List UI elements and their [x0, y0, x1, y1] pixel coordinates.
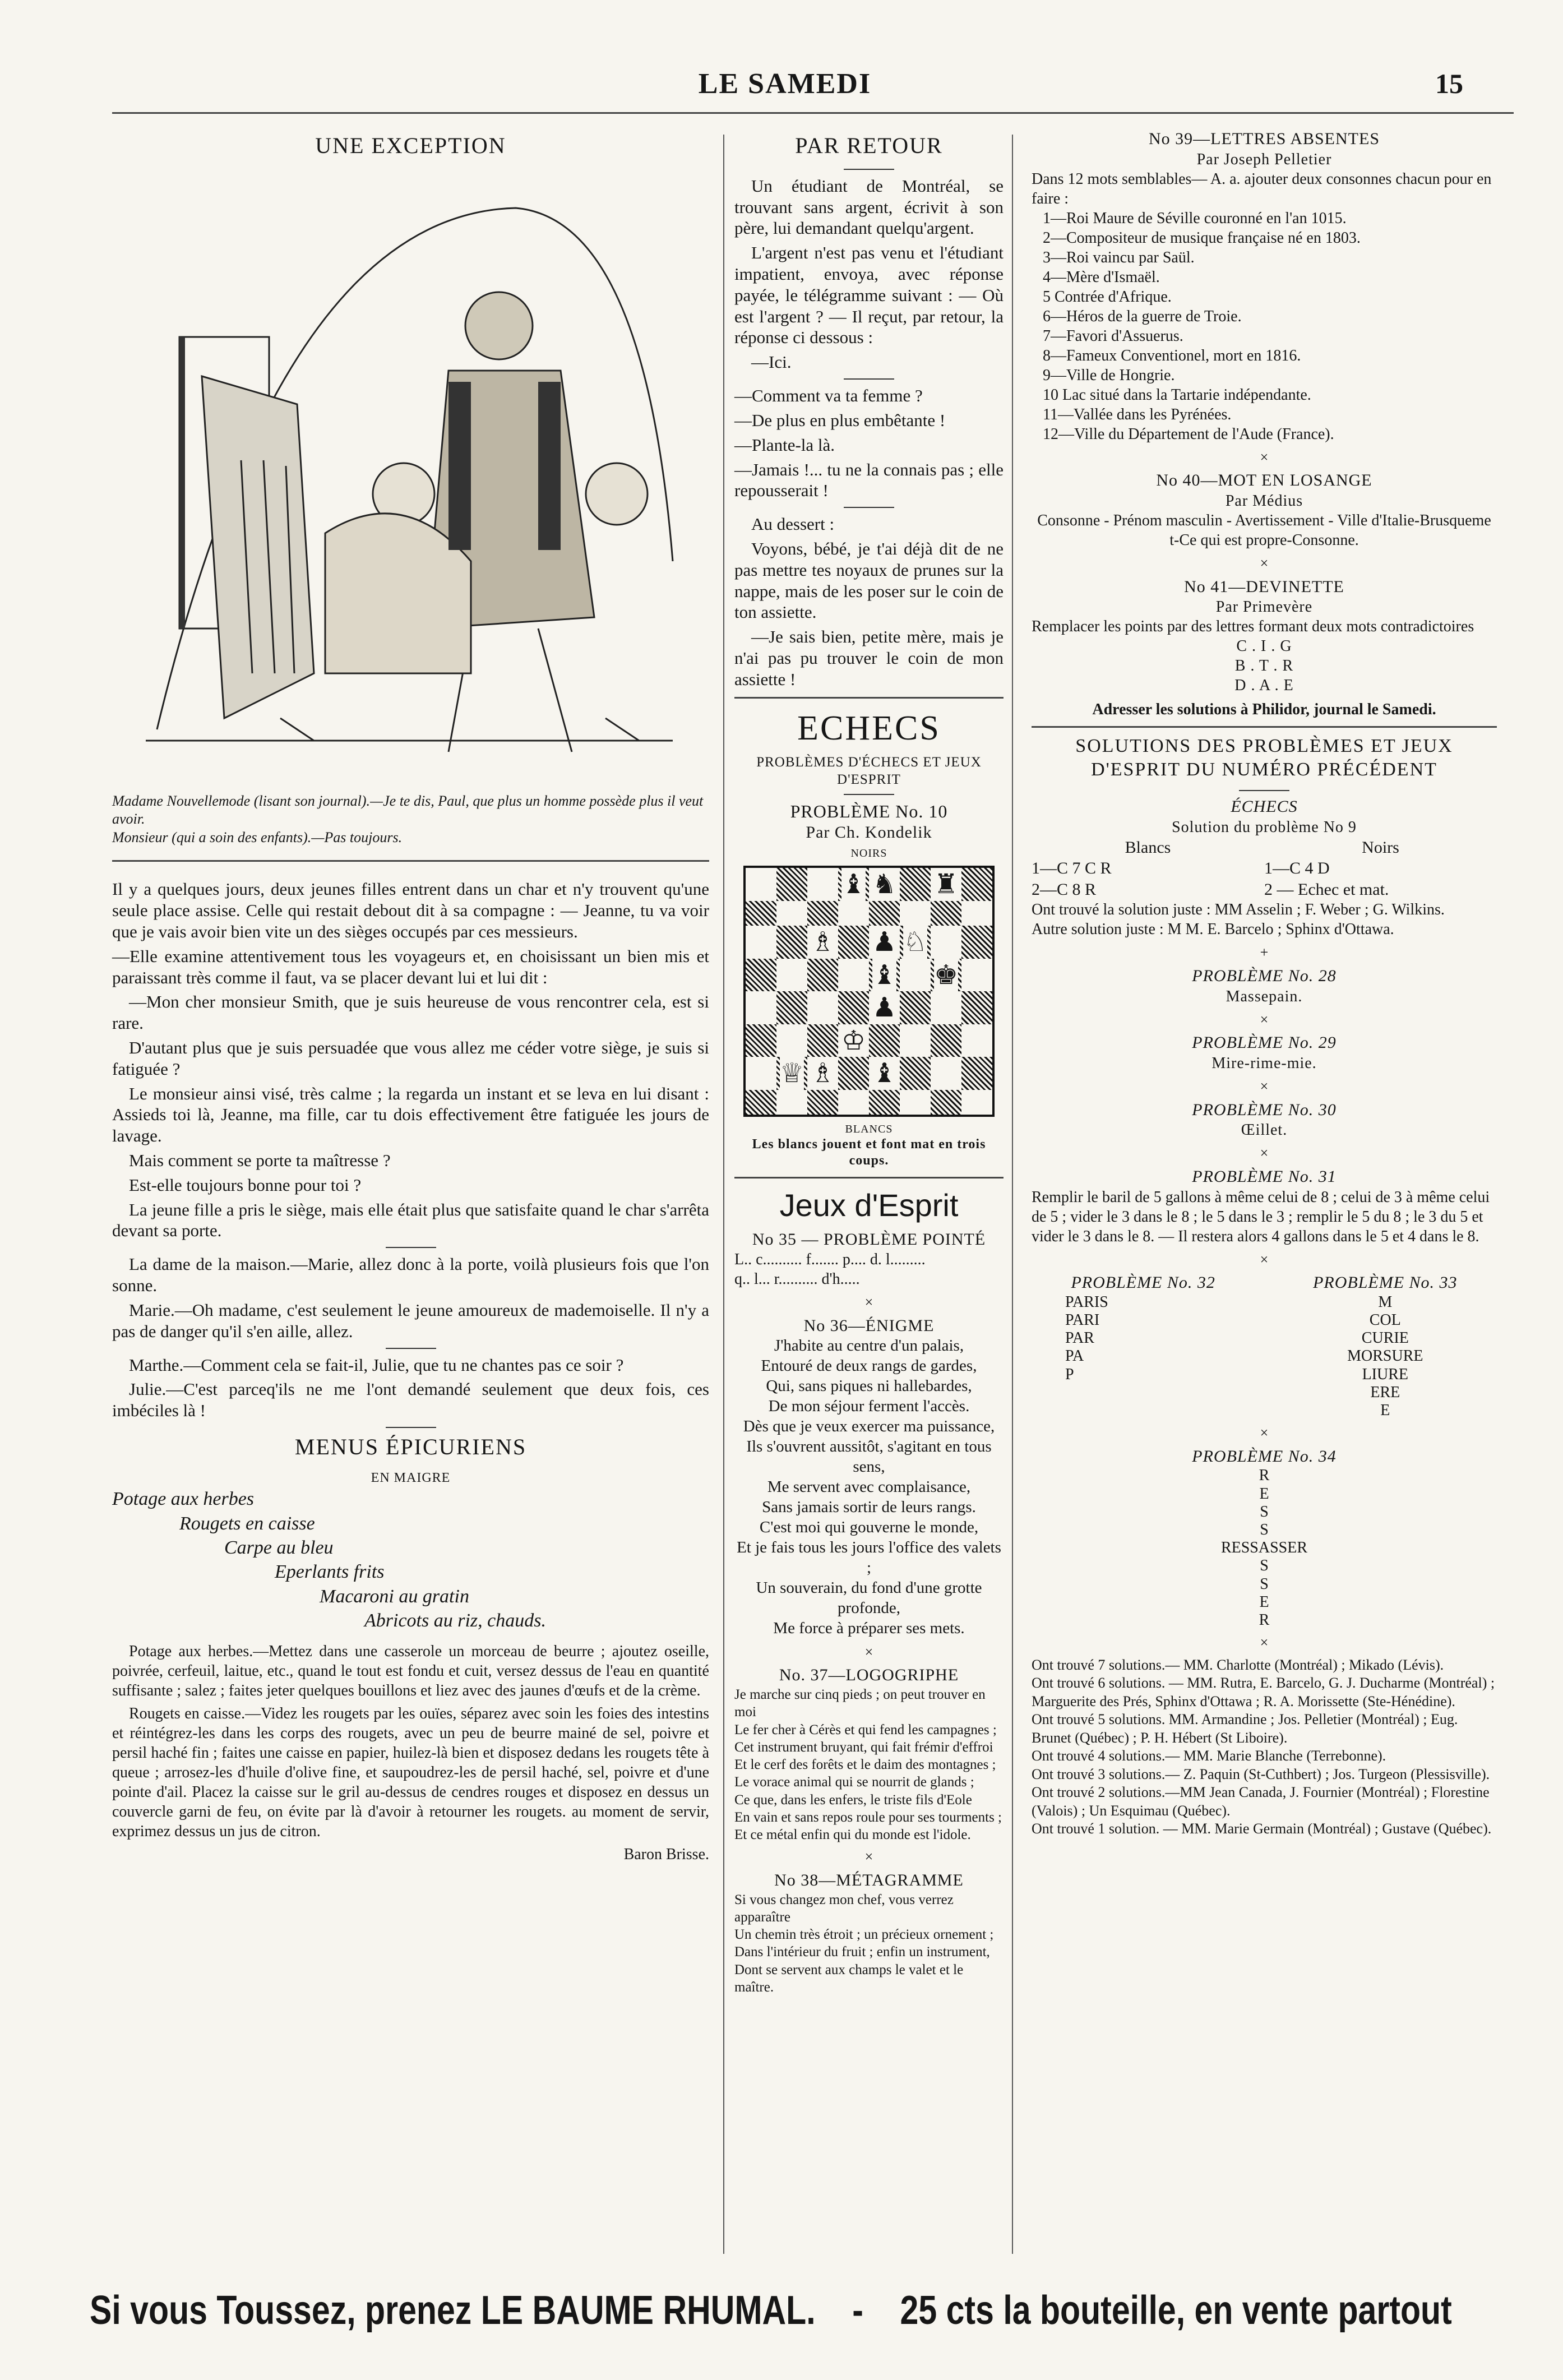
- chess-square: [807, 901, 838, 926]
- retour-paragraph: —Ici.: [751, 352, 792, 372]
- chess-square: [931, 1057, 961, 1090]
- word-line: LIURE: [1362, 1365, 1409, 1383]
- story-paragraph: Est-elle toujours bonne pour toi ?: [129, 1175, 362, 1195]
- verse-line: Sans jamais sortir de leurs rangs.: [762, 1498, 976, 1517]
- story-block: [112, 879, 709, 1241]
- menu-item: Abricots au riz, chauds.: [364, 1610, 546, 1632]
- sol-move: 1—C 7 C R: [1032, 859, 1112, 878]
- column-right: [1032, 129, 1497, 1838]
- chess-square: [838, 959, 869, 992]
- chess-piece-icon: ♝: [872, 1057, 897, 1089]
- chess-square: [900, 1057, 931, 1090]
- chess-square: [961, 901, 992, 926]
- sol-blancs-label: Blancs: [1125, 838, 1171, 857]
- word-line: E: [1380, 1401, 1390, 1419]
- chess-piece-icon: ♟: [872, 926, 897, 958]
- lettres-item: 11—Vallée dans les Pyrénées.: [1043, 405, 1232, 423]
- losange-author: Par Médius: [1225, 492, 1303, 510]
- chess-piece-icon: ♘: [903, 926, 928, 958]
- lettres-item: 7—Favori d'Assuerus.: [1043, 327, 1183, 345]
- chess-square: [931, 901, 961, 926]
- p32-block: [1032, 1273, 1255, 1420]
- word-line: S: [1260, 1575, 1269, 1593]
- chess-square: [838, 868, 869, 901]
- sol-noirs-label: Noirs: [1362, 838, 1399, 857]
- verse-line: Ils s'ouvrent aussitôt, s'agitant en tous sens,: [746, 1438, 992, 1476]
- word-line: R: [1259, 1611, 1270, 1629]
- noirs-label: NOIRS: [850, 847, 887, 859]
- verse-line: Et le cerf des forêts et le daim des montagnes ;: [734, 1757, 996, 1773]
- chess-square: [746, 1024, 776, 1057]
- sol-move: 2—C 8 R: [1032, 880, 1097, 899]
- section-rule: [734, 1177, 1004, 1179]
- chess-square: [807, 1057, 838, 1090]
- sol-move: 2 — Echec et mat.: [1264, 880, 1389, 899]
- chess-square: [869, 1057, 900, 1090]
- chess-square: [807, 1090, 838, 1115]
- trouve-item: Ont trouvé 4 solutions.— MM. Marie Blanche (Terrebonne).: [1032, 1748, 1386, 1764]
- chess-square: [961, 1090, 992, 1115]
- separator: [386, 1247, 436, 1248]
- separator-x: ×: [1260, 1011, 1269, 1028]
- lettres-item: 10 Lac situé dans la Tartarie indépendante.: [1043, 386, 1311, 404]
- chess-square: [869, 1024, 900, 1057]
- word-line: S: [1260, 1557, 1269, 1575]
- chess-piece-icon: ♟: [872, 992, 897, 1024]
- separator-x: ×: [1260, 1078, 1269, 1094]
- lettres-item: 2—Compositeur de musique française né en 1803.: [1043, 229, 1361, 247]
- cartoon-caption-2: Monsieur (qui a soin des enfants).—Pas toujours.: [112, 829, 403, 845]
- menus-title: MENUS ÉPICURIENS: [294, 1434, 527, 1459]
- separator: [844, 169, 894, 170]
- p33-words: [1274, 1293, 1497, 1420]
- trouve-item: Ont trouvé 1 solution. — MM. Marie Germain (Montréal) ; Gustave (Québec).: [1032, 1820, 1492, 1837]
- section-rule: [1032, 726, 1497, 728]
- chess-square: [746, 926, 776, 959]
- word-line: ERE: [1370, 1383, 1400, 1401]
- dessert-paragraph: —Je sais bien, petite mère, mais je n'ai pas pu trouver le coin de mon assiette !: [734, 627, 1004, 689]
- chess-square: [961, 959, 992, 992]
- word-line: PARI: [1065, 1311, 1100, 1329]
- devinette-grid-row: C . I . G: [1236, 637, 1292, 655]
- trouve-item: Ont trouvé 3 solutions.— Z. Paquin (St-Cuthbert) ; Jos. Turgeon (Plessisville).: [1032, 1766, 1490, 1782]
- chess-square: [900, 901, 931, 926]
- chess-board: [743, 866, 995, 1117]
- verse-line: Le fer cher à Cérès et qui fend les campagnes ;: [734, 1722, 997, 1737]
- sol-moves: [1032, 837, 1497, 900]
- p28-answer: Massepain.: [1226, 987, 1303, 1005]
- chess-square: [807, 1024, 838, 1057]
- trouve-item: Ont trouvé 5 solutions. MM. Armandine ; Jos. Pelletier (Montréal) ; Eug. Brunet (Québec) ; P. H. Hébert (St Liboire).: [1032, 1711, 1458, 1746]
- lettres-title: No 39—LETTRES ABSENTES: [1148, 130, 1380, 148]
- page-number: 15: [1435, 68, 1463, 99]
- dessert-paragraph: Voyons, bébé, je t'ai déjà dit de ne pas mettre tes noyaux de prunes sur la nappe, mais de les poser sur le coin de ton assiette.: [734, 538, 1004, 622]
- lettres-item: 12—Ville du Département de l'Aude (France).: [1043, 425, 1334, 443]
- chess-square: [746, 991, 776, 1024]
- chess-square: [807, 959, 838, 992]
- devinette-text: Remplacer les points par des lettres formant deux mots contradictoires: [1032, 618, 1474, 636]
- pointe-line: L.. c.......... f....... p.... d. l.........: [734, 1251, 926, 1269]
- separator: [1239, 790, 1289, 791]
- verse-line: Je marche sur cinq pieds ; on peut trouver en moi: [734, 1687, 986, 1720]
- lettres-author: Par Joseph Pelletier: [1196, 150, 1332, 168]
- column-middle: [734, 129, 1004, 1996]
- maid-dialogue: Marie.—Oh madame, c'est seulement le jeune amoureux de mademoiselle. Il n'y a pas de danger qu'il s'en aille, allez.: [112, 1300, 709, 1341]
- chess-square: [746, 959, 776, 992]
- lettres-item: 9—Ville de Hongrie.: [1043, 366, 1175, 384]
- separator-x: ×: [864, 1294, 873, 1311]
- story-paragraph: La jeune fille a pris le siège, mais elle était plus que satisfaite quand le char s'arrêta devant sa porte.: [112, 1199, 709, 1241]
- metagramme-title: No 38—MÉTAGRAMME: [774, 1871, 964, 1890]
- word-puzzles: [1032, 1273, 1497, 1420]
- chess-square: [838, 926, 869, 959]
- echecs-subtitle: PROBLÈMES D'ÉCHECS ET JEUX D'ESPRIT: [756, 755, 982, 787]
- separator-x: ×: [864, 1848, 873, 1865]
- cartoon-title: UNE EXCEPTION: [315, 133, 506, 158]
- chess-square: [900, 991, 931, 1024]
- maid-dialogue: La dame de la maison.—Marie, allez donc à la porte, voilà plusieurs fois que l'on sonne.: [112, 1254, 709, 1296]
- chess-square: [869, 991, 900, 1024]
- chess-square: [869, 1090, 900, 1115]
- chess-square: [931, 926, 961, 959]
- menu-item: Eperlants frits: [275, 1561, 385, 1583]
- story-paragraph: Il y a quelques jours, deux jeunes filles entrent dans un char et n'y trouvent qu'une seule place assise. Celle qui restait debout dit à sa compagne : — Jeanne, tu va voir que je vais avoir bien vite un des sièges occupés par ces messieurs.: [112, 879, 709, 941]
- p29-answer: Mire-rime-mie.: [1211, 1054, 1317, 1072]
- logogriphe-verse: [734, 1686, 1004, 1843]
- chess-square: [931, 1090, 961, 1115]
- chess-square: [961, 926, 992, 959]
- sol-move: 1—C 4 D: [1264, 859, 1330, 878]
- chess-square: [900, 1024, 931, 1057]
- trouve-list: [1032, 1656, 1497, 1838]
- p29-title: PROBLÈME No. 29: [1192, 1033, 1337, 1052]
- verse-line: Dans l'intérieur du fruit ; enfin un instrument,: [734, 1944, 990, 1960]
- trouve-item: Ont trouvé 7 solutions.— MM. Charlotte (Montréal) ; Mikado (Lévis).: [1032, 1656, 1444, 1673]
- chess-piece-icon: ♝: [841, 868, 866, 900]
- chess-square: [900, 868, 931, 901]
- column-divider: [723, 135, 724, 2254]
- word-line: PARIS: [1065, 1293, 1108, 1311]
- femme-line: —Comment va ta femme ?: [734, 386, 923, 406]
- section-rule: [112, 860, 709, 862]
- p33-title: PROBLÈME No. 33: [1313, 1273, 1458, 1292]
- chess-square: [931, 1024, 961, 1057]
- trouve-item: Ont trouvé 6 solutions. — MM. Rutra, E. Barcelo, G. J. Ducharme (Montréal) ; Marguerite des Prés, Sphinx d'Ottawa ; R. A. Morissette (Ste-Hénédine).: [1032, 1675, 1495, 1709]
- chess-piece-icon: ♝: [872, 959, 897, 991]
- devinette-author: Par Primevère: [1215, 598, 1313, 616]
- chess-square: [776, 926, 807, 959]
- sol-echecs: ÉCHECS: [1231, 797, 1298, 816]
- word-line: E: [1259, 1485, 1269, 1503]
- verse-line: Dès que je veux exercer ma puissance,: [743, 1417, 995, 1436]
- verse-line: Cet instrument bruyant, qui fait frémir d'effroi: [734, 1739, 993, 1755]
- menus-subtitle: EN MAIGRE: [371, 1470, 451, 1485]
- word-line: CURIE: [1361, 1329, 1409, 1347]
- cartoon-drawing: [112, 169, 690, 785]
- header-rule: [112, 112, 1514, 114]
- separator: [386, 1348, 436, 1349]
- separator-x: ×: [1260, 1634, 1269, 1651]
- story-paragraph: D'autant plus que je suis persuadée que vous allez me céder votre siège, je suis si fatiguée ?: [112, 1037, 709, 1079]
- separator-x: ×: [1260, 449, 1269, 465]
- chess-square: [807, 991, 838, 1024]
- p28-title: PROBLÈME No. 28: [1192, 966, 1337, 985]
- chess-piece-icon: ♗: [810, 1057, 835, 1089]
- chess-square: [961, 868, 992, 901]
- p34-words: [1032, 1467, 1497, 1629]
- recipe-text: Potage aux herbes.—Mettez dans une casserole un morceau de beurre ; ajoutez oseille, poivrée, cerfeuil, laitue, etc., quand le tout est fondu et cuit, versez dessus de l'eau en quantité suffisante ; salez ; faites jeter quelques bouillons et liez avec des jaunes d'œufs et de la crème.: [112, 1642, 709, 1699]
- chess-square: [869, 959, 900, 992]
- devinette-grid-row: D . A . E: [1234, 677, 1294, 695]
- story-paragraph: Mais comment se porte ta maîtresse ?: [129, 1150, 391, 1171]
- chess-square: [961, 1057, 992, 1090]
- chess-square: [961, 991, 992, 1024]
- chess-square: [776, 991, 807, 1024]
- chess-square: [746, 1090, 776, 1115]
- verse-line: J'habite au centre d'un palais,: [774, 1337, 964, 1355]
- retour-title: PAR RETOUR: [795, 133, 943, 158]
- word-line: MORSURE: [1347, 1347, 1423, 1365]
- femme-line: —De plus en plus embêtante !: [734, 410, 946, 430]
- menu-item: Carpe au bleu: [224, 1537, 334, 1558]
- chess-square: [776, 901, 807, 926]
- lettres-item: 8—Fameux Conventionel, mort en 1816.: [1043, 346, 1301, 364]
- separator: [844, 794, 894, 795]
- separator-x: ×: [1260, 1251, 1269, 1268]
- menu-item: Potage aux herbes: [112, 1489, 255, 1510]
- logogriphe-title: No. 37—LOGOGRIPHE: [779, 1666, 959, 1685]
- chess-square: [776, 1090, 807, 1115]
- verse-line: Un souverain, du fond d'une grotte profonde,: [756, 1578, 982, 1617]
- chess-square: [900, 926, 931, 959]
- problem-author: Par Ch. Kondelik: [806, 823, 932, 842]
- separator: [386, 1427, 436, 1428]
- advertisement-footer: [90, 2287, 1452, 2333]
- marthe-dialogue: Julie.—C'est parceq'ils ne me l'ont demandé seulement que deux fois, ces imbéciles là !: [112, 1379, 709, 1421]
- verse-line: Un chemin très étroit ; un précieux ornement ;: [734, 1927, 994, 1943]
- marthe-dialogue: Marthe.—Comment cela se fait-il, Julie, que tu ne chantes pas ce soir ?: [129, 1355, 624, 1375]
- losange-title: No 40—MOT EN LOSANGE: [1156, 471, 1372, 490]
- chess-square: [838, 901, 869, 926]
- story-paragraph: —Mon cher monsieur Smith, que je suis heureuse de vous rencontrer cela, est si rare.: [112, 992, 709, 1033]
- lettres-item: 3—Roi vaincu par Saül.: [1043, 248, 1195, 266]
- word-line: E: [1259, 1593, 1269, 1611]
- dessert-paragraph: Au dessert :: [751, 514, 835, 534]
- word-line: COL: [1369, 1311, 1401, 1329]
- chess-square: [807, 868, 838, 901]
- p31-text: Remplir le baril de 5 gallons à même celui de 8 ; celui de 3 à même celui de 5 ; vider le 3 dans le 8 ; le 5 dans le 3 ; remplir le 5 du 8 ; le 3 du 5 et vider le 3 dans le 8. — Il restera alors 4 gallons dans le 5 et 4 dans le 8.: [1032, 1188, 1490, 1245]
- sol-trouve: Ont trouvé la solution juste : MM Asselin ; F. Weber ; G. Wilkins.: [1032, 901, 1445, 919]
- chess-square: [961, 1024, 992, 1057]
- word-line: RESSASSER: [1220, 1539, 1308, 1557]
- verse-line: Me servent avec complaisance,: [767, 1478, 971, 1496]
- sol-trouve: Autre solution juste : M M. E. Barcelo ; Sphinx d'Ottawa.: [1032, 921, 1394, 939]
- chess-square: [746, 901, 776, 926]
- chess-piece-icon: ♚: [933, 959, 959, 991]
- chess-square: [869, 901, 900, 926]
- verse-line: Me force à préparer ses mets.: [773, 1619, 965, 1637]
- solutions-title: SOLUTIONS DES PROBLÈMES ET JEUX D'ESPRIT DU NUMÉRO PRÉCÉDENT: [1075, 736, 1453, 780]
- p34-title: PROBLÈME No. 34: [1192, 1447, 1337, 1466]
- separator-x: ×: [1260, 1145, 1269, 1162]
- chess-piece-icon: ♕: [779, 1057, 804, 1089]
- chess-square: [776, 868, 807, 901]
- chess-square: [869, 926, 900, 959]
- word-line: P: [1065, 1365, 1074, 1383]
- chess-square: [900, 1090, 931, 1115]
- p30-title: PROBLÈME No. 30: [1192, 1100, 1337, 1119]
- blancs-label: BLANCS: [845, 1123, 893, 1136]
- separator: [844, 378, 894, 380]
- lettres-list: [1043, 209, 1497, 444]
- cartoon-illustration: [112, 169, 690, 785]
- chess-square: [931, 868, 961, 901]
- p31-title: PROBLÈME No. 31: [1192, 1167, 1337, 1186]
- word-line: S: [1260, 1521, 1269, 1538]
- page-title: LE SAMEDI: [698, 68, 872, 100]
- chess-piece-icon: ♔: [841, 1024, 866, 1056]
- verse-line: Et ce métal enfin qui du monde est l'idole.: [734, 1827, 971, 1843]
- enigme-verse: [734, 1336, 1004, 1638]
- chess-square: [931, 959, 961, 992]
- verse-line: Et je fais tous les jours l'office des valets ;: [737, 1538, 1001, 1577]
- recipe-text: Rougets en caisse.—Videz les rougets par les ouïes, séparez avec soin les foies des intestins et réintégrez-les dans les corps des rougets, avec un peu de beurre mainé de sel, poivre et persil haché fin ; faites une caisse en papier, huilez-là bien et disposez dedans les rougets tête à queue ; arrosez-les d'huile d'olive fine, et saupoudrez-les de persil haché, sel, poivre et d'une pointe d'ail. Placez la caisse sur le gril au-dessus de cendres rouges et disposez en dessus un couvercle garni de feu, on évite par là d'avoir à retourner les rougets. au moment de servir, exprimez dessus un jus de citron.: [112, 1704, 709, 1840]
- chess-square: [900, 959, 931, 992]
- chess-square: [838, 1090, 869, 1115]
- femme-line: —Plante-la là.: [734, 435, 835, 455]
- problem-title: PROBLÈME No. 10: [790, 801, 948, 822]
- verse-line: Entouré de deux rangs de gardes,: [761, 1357, 977, 1375]
- p33-block: [1274, 1273, 1497, 1420]
- chess-square: [776, 959, 807, 992]
- separator-x: ×: [1260, 1425, 1269, 1441]
- chess-piece-icon: ♞: [872, 868, 897, 900]
- separator-x: ×: [1260, 554, 1269, 571]
- chess-square: [931, 991, 961, 1024]
- menu-list: [112, 1487, 709, 1633]
- metagramme-verse: [734, 1891, 1004, 1997]
- chess-square: [807, 926, 838, 959]
- verse-line: Si vous changez mon chef, vous verrez apparaître: [734, 1892, 954, 1925]
- p32-title: PROBLÈME No. 32: [1071, 1273, 1215, 1292]
- column-divider: [1012, 135, 1013, 2254]
- ad-right: 25 cts la bouteille, en vente partout: [900, 2288, 1452, 2333]
- femme-line: —Jamais !... tu ne la connais pas ; elle repousserait !: [734, 459, 1004, 501]
- lettres-item: 5 Contrée d'Afrique.: [1043, 288, 1172, 306]
- verse-line: Dont se servent aux champs le valet et le maître.: [734, 1962, 964, 1995]
- verse-line: Le vorace animal qui se nourrit de glands ;: [734, 1774, 974, 1790]
- jeux-title: Jeux d'Esprit: [779, 1187, 959, 1223]
- p30-answer: Œillet.: [1241, 1121, 1288, 1139]
- lettres-item: 1—Roi Maure de Séville couronné en l'an 1015.: [1043, 209, 1347, 227]
- pointe-line: q.. l... r.......... d'h.....: [734, 1270, 860, 1288]
- verse-line: Ce que, dans les enfers, le triste fils d'Eole: [734, 1792, 972, 1808]
- menu-item: Rougets en caisse: [179, 1513, 315, 1534]
- story-paragraph: —Elle examine attentivement tous les voyageurs et, en choisissant un bien mis et paraissant très comme il faut, va se placer devant lui et lui dit :: [112, 946, 709, 987]
- story-paragraph: Le monsieur ainsi visé, très calme ; la regarda un instant et se leva en lui disant : Assieds toi là, Jeanne, ma fille, car tu dois effectivement être fatiguée les jours de lavage.: [112, 1083, 709, 1146]
- separator: [844, 507, 894, 508]
- chess-square: [746, 1057, 776, 1090]
- lettres-item: 4—Mère d'Ismaël.: [1043, 268, 1160, 286]
- echecs-title: ECHECS: [797, 709, 941, 747]
- chess-square: [838, 991, 869, 1024]
- word-line: R: [1259, 1467, 1270, 1485]
- pointe-title: No 35 — PROBLÈME POINTÉ: [752, 1230, 986, 1249]
- word-line: PAR: [1065, 1329, 1094, 1347]
- separator-x: ×: [864, 1643, 873, 1660]
- verse-line: En vain et sans repos roule pour ses tourments ;: [734, 1809, 1002, 1825]
- word-line: S: [1260, 1503, 1269, 1521]
- enigme-title: No 36—ÉNIGME: [803, 1316, 935, 1335]
- ad-left: Si vous Toussez, prenez LE BAUME RHUMAL.: [90, 2288, 816, 2333]
- verse-line: C'est moi qui gouverne le monde,: [759, 1518, 979, 1537]
- ad-dash: -: [852, 2288, 863, 2333]
- p32-words: [1065, 1293, 1255, 1384]
- chess-square: [746, 868, 776, 901]
- verse-line: Qui, sans piques ni hallebardes,: [766, 1377, 972, 1395]
- word-line: M: [1378, 1293, 1393, 1311]
- section-rule: [734, 697, 1004, 699]
- devinette-title: No 41—DEVINETTE: [1184, 577, 1344, 596]
- board-caption: Les blancs jouent et font mat en trois coups.: [752, 1136, 986, 1168]
- chess-square: [838, 1024, 869, 1057]
- verse-line: De mon séjour ferment l'accès.: [768, 1397, 970, 1416]
- lettres-intro: Dans 12 mots semblables— A. a. ajouter deux consonnes chacun pour en faire :: [1032, 170, 1492, 207]
- retour-paragraph: L'argent n'est pas venu et l'étudiant impatient, envoya, avec réponse payée, le télégramme suivant : — Où est l'argent ? — Il reçut, par retour, la réponse ci dessous :: [734, 243, 1004, 348]
- menu-item: Macaroni au gratin: [320, 1586, 469, 1607]
- trouve-item: Ont trouvé 2 solutions.—MM Jean Canada, J. Fournier (Montréal) ; Florestine (Valois) ; Un Esquimau (Québec).: [1032, 1784, 1490, 1819]
- chess-square: [869, 868, 900, 901]
- devinette-grid-row: B . T . R: [1234, 657, 1294, 675]
- chess-square: [776, 1024, 807, 1057]
- recipe-signature: Baron Brisse.: [623, 1845, 709, 1863]
- chess-square: [776, 1057, 807, 1090]
- separator-plus: +: [1260, 944, 1269, 961]
- sol-probleme: Solution du problème No 9: [1172, 818, 1357, 836]
- cartoon-caption-1: Madame Nouvellemode (lisant son journal).—Je te dis, Paul, que plus un homme possède plus il veut avoir.: [112, 792, 704, 828]
- adresser-text: Adresser les solutions à Philidor, journal le Samedi.: [1092, 701, 1436, 719]
- losange-text: Consonne - Prénom masculin - Avertissement - Ville d'Italie-Brusqueme t-Ce qui est propre-Consonne.: [1037, 511, 1491, 549]
- chess-piece-icon: ♗: [810, 926, 835, 958]
- retour-paragraph: Un étudiant de Montréal, se trouvant sans argent, écrivit à son père, lui demandant quelqu'argent.: [734, 175, 1004, 238]
- chess-piece-icon: ♜: [933, 868, 959, 900]
- chess-square: [838, 1057, 869, 1090]
- lettres-item: 6—Héros de la guerre de Troie.: [1043, 307, 1242, 325]
- word-line: PA: [1065, 1347, 1084, 1365]
- column-left: [112, 129, 709, 1864]
